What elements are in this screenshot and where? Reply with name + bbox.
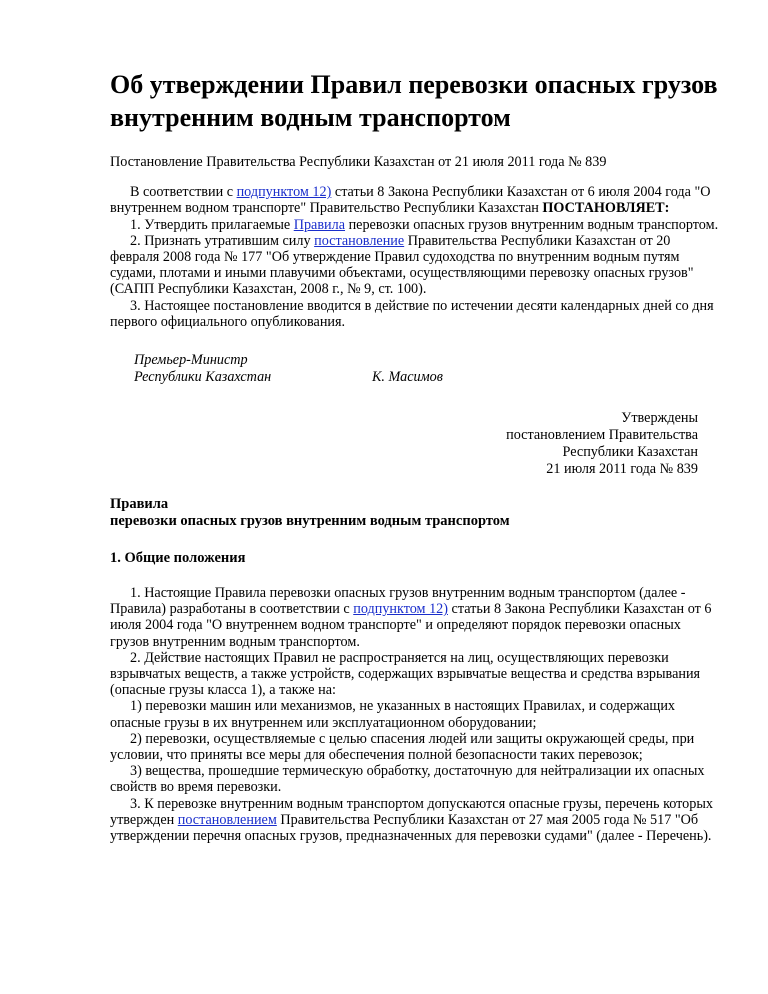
resolves-heading: ПОСТАНОВЛЯЕТ: xyxy=(542,200,670,217)
rules-title: Правила перевозки опасных грузов внутренним водным транспортом xyxy=(110,496,510,530)
signatory-name: К. Масимов xyxy=(372,369,443,386)
signature-block xyxy=(110,352,720,388)
rules-subitem-1: 1) перевозки машин или механизмов, не указанных в настоящих Правилах, и содержащих опасные грузы в их внутреннем или эксплуатационном оборудовании; xyxy=(110,698,676,731)
section-heading: 1. Общие положения xyxy=(110,550,246,567)
preamble-paragraph: В соответствии с подпунктом 12) статьи 8 Закона Республики Казахстан от 6 июля 2004 года "О внутреннем водном транспорте" Правительство Республики Казахстан ПОСТАНОВЛЯЕТ: xyxy=(110,184,711,217)
item-2: 2. Признать утратившим силу постановление Правительства Республики Казахстан от 20 февраля 2008 года № 177 "Об утверждение Правил судоходства по внутренним водным путям судами, плотами и иными плавучими объектами, осуществляющими перевозку опасных грузов" (САПП Республики Казахстан, 2008 г., № 9, ст. 100). xyxy=(110,232,694,298)
rules-paragraph-2: 2. Действие настоящих Правил не распространяется на лиц, осуществляющих перевозки взрывчатых веществ, а также устройств, содержащих взрывчатые вещества и средства взрывания (опасные грузы класса 1), а также на: xyxy=(110,649,701,699)
document-page xyxy=(110,68,720,844)
subparagraph-link[interactable]: подпунктом 12) xyxy=(353,601,448,618)
document-title: Об утверждении Правил перевозки опасных грузов внутренним водным транспортом xyxy=(110,70,718,132)
rules-subitem-2: 2) перевозки, осуществляемые с целью спасения людей или защиты окружающей среды, при условии, что приняты все меры для обеспечения полной безопасности таких перевозок; xyxy=(110,730,695,764)
signatory-position: Премьер-Министр Республики Казахстан xyxy=(134,352,272,386)
decree-link[interactable]: постановлением xyxy=(177,811,277,828)
resolution-link[interactable]: постановление xyxy=(314,232,405,249)
preamble-law-link[interactable]: подпунктом 12) xyxy=(236,184,332,201)
rules-link[interactable]: Правила xyxy=(293,216,346,233)
document-subtitle: Постановление Правительства Республики Казахстан от 21 июля 2011 года № 839 xyxy=(110,154,607,170)
rules-subitem-3: 3) вещества, прошедшие термическую обработку, достаточную для нейтрализации их опасных свойств во время перевозки. xyxy=(110,763,705,796)
item-3: 3. Настоящее постановление вводится в действие по истечении десяти календарных дней со дня первого официального опубликования. xyxy=(110,297,714,330)
rules-paragraph-3: 3. К перевозке внутренним водным транспортом допускаются опасные грузы, перечень которых утвержден постановлением Правительства Республики Казахстан от 27 мая 2005 года № 517 "Об утверждении перечня опасных грузов, предназначенных для перевозки судами" (далее - Перечень). xyxy=(110,795,713,845)
rules-paragraph-1: 1. Настоящие Правила перевозки опасных грузов внутренним водным транспортом (далее - Правила) разработаны в соответствии с подпунктом 12) статьи 8 Закона Республики Казахстан от 6 июля 2004 года "О внутреннем водном транспорте" и определяют порядок перевозки опасных грузов внутренним водным транспортом. xyxy=(110,585,712,650)
approval-stamp: Утверждены постановлением Правительства Республики Казахстан 21 июля 2011 года № 839 xyxy=(506,410,698,478)
item-1: 1. Утвердить прилагаемые Правила перевозки опасных грузов внутренним водным транспортом. xyxy=(130,216,719,233)
